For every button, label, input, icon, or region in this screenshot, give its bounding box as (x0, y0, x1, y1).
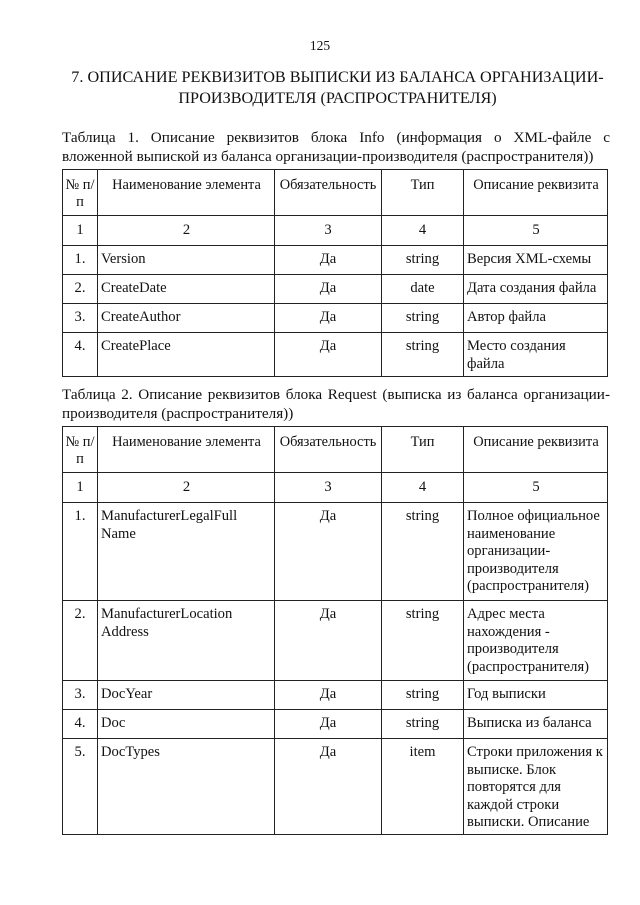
element-description: Адрес места нахождения - производителя (распространителя) (464, 601, 608, 681)
page-number: 125 (309, 38, 331, 53)
table1-index-row (63, 216, 608, 246)
table1-header-type: Тип (382, 170, 464, 216)
table2 (62, 426, 608, 835)
element-name: CreatePlace (98, 333, 275, 377)
table2-index-cell: 5 (464, 473, 608, 503)
table2-header-type: Тип (382, 427, 464, 473)
element-type: string (382, 304, 464, 333)
table1-header-num: № п/п (63, 170, 98, 216)
required-flag: Да (275, 246, 382, 275)
row-number: 4. (63, 333, 98, 377)
element-description: Место создания файла (464, 333, 608, 377)
element-name: ManufacturerLegalFull Name (98, 503, 275, 601)
table1-header-name: Наименование элемента (98, 170, 275, 216)
table2-index-cell: 3 (275, 473, 382, 503)
required-flag: Да (275, 304, 382, 333)
table1-caption: Таблица 1. Описание реквизитов блока Info (информация о XML-файле с вложенной выпиской из баланса организации-производителя (распространителя)) (62, 129, 610, 165)
table-row (63, 275, 608, 304)
table-row (63, 246, 608, 275)
table-row (63, 681, 608, 710)
element-type: string (382, 710, 464, 739)
table-row (63, 739, 608, 835)
element-type: item (382, 739, 464, 835)
required-flag: Да (275, 275, 382, 304)
row-number: 2. (63, 601, 98, 681)
table2-index-row (63, 473, 608, 503)
element-description: Автор файла (464, 304, 608, 333)
element-description: Год выписки (464, 681, 608, 710)
table1-index-cell: 3 (275, 216, 382, 246)
table1-header-description: Описание реквизита (464, 170, 608, 216)
table-row (63, 601, 608, 681)
required-flag: Да (275, 503, 382, 601)
required-flag: Да (275, 333, 382, 377)
element-type: string (382, 601, 464, 681)
table1-index-cell: 5 (464, 216, 608, 246)
row-number: 3. (63, 304, 98, 333)
table1 (62, 169, 608, 377)
element-description: Версия XML-схемы (464, 246, 608, 275)
table-row (63, 503, 608, 601)
element-description: Дата создания файла (464, 275, 608, 304)
table2-caption: Таблица 2. Описание реквизитов блока Request (выписка из баланса организации-производителя (распространителя)) (62, 386, 610, 422)
required-flag: Да (275, 681, 382, 710)
element-name: ManufacturerLocation Address (98, 601, 275, 681)
table2-index-cell: 1 (63, 473, 98, 503)
table2-index-cell: 2 (98, 473, 275, 503)
row-number: 2. (63, 275, 98, 304)
table2-header-name: Наименование элемента (98, 427, 275, 473)
required-flag: Да (275, 739, 382, 835)
required-flag: Да (275, 601, 382, 681)
table-row (63, 710, 608, 739)
element-name: Version (98, 246, 275, 275)
table2-header-num: № п/п (63, 427, 98, 473)
row-number: 5. (63, 739, 98, 835)
row-number: 3. (63, 681, 98, 710)
table-row (63, 333, 608, 377)
element-type: date (382, 275, 464, 304)
row-number: 4. (63, 710, 98, 739)
element-name: CreateDate (98, 275, 275, 304)
element-name: CreateAuthor (98, 304, 275, 333)
table2-index-cell: 4 (382, 473, 464, 503)
element-name: DocYear (98, 681, 275, 710)
table1-index-cell: 4 (382, 216, 464, 246)
table2-header-row (63, 427, 608, 473)
table1-header-row (63, 170, 608, 216)
element-type: string (382, 333, 464, 377)
table2-header-description: Описание реквизита (464, 427, 608, 473)
element-type: string (382, 503, 464, 601)
element-type: string (382, 681, 464, 710)
section-title: 7. ОПИСАНИЕ РЕКВИЗИТОВ ВЫПИСКИ ИЗ БАЛАНСА ОРГАНИЗАЦИИ-ПРОИЗВОДИТЕЛЯ (РАСПРОСТРАНИТЕЛЯ) (71, 68, 604, 107)
element-description: Строки приложения к выписке. Блок повторятся для каждой строки выписки. Описание (464, 739, 608, 835)
required-flag: Да (275, 710, 382, 739)
table1-header-required: Обязательность (275, 170, 382, 216)
table2-header-required: Обязательность (275, 427, 382, 473)
row-number: 1. (63, 503, 98, 601)
table1-index-cell: 2 (98, 216, 275, 246)
table-row (63, 304, 608, 333)
row-number: 1. (63, 246, 98, 275)
element-type: string (382, 246, 464, 275)
element-name: DocTypes (98, 739, 275, 835)
element-description: Выписка из баланса (464, 710, 608, 739)
table1-index-cell: 1 (63, 216, 98, 246)
element-description: Полное официальное наименование организации-производителя (распространителя) (464, 503, 608, 601)
element-name: Doc (98, 710, 275, 739)
